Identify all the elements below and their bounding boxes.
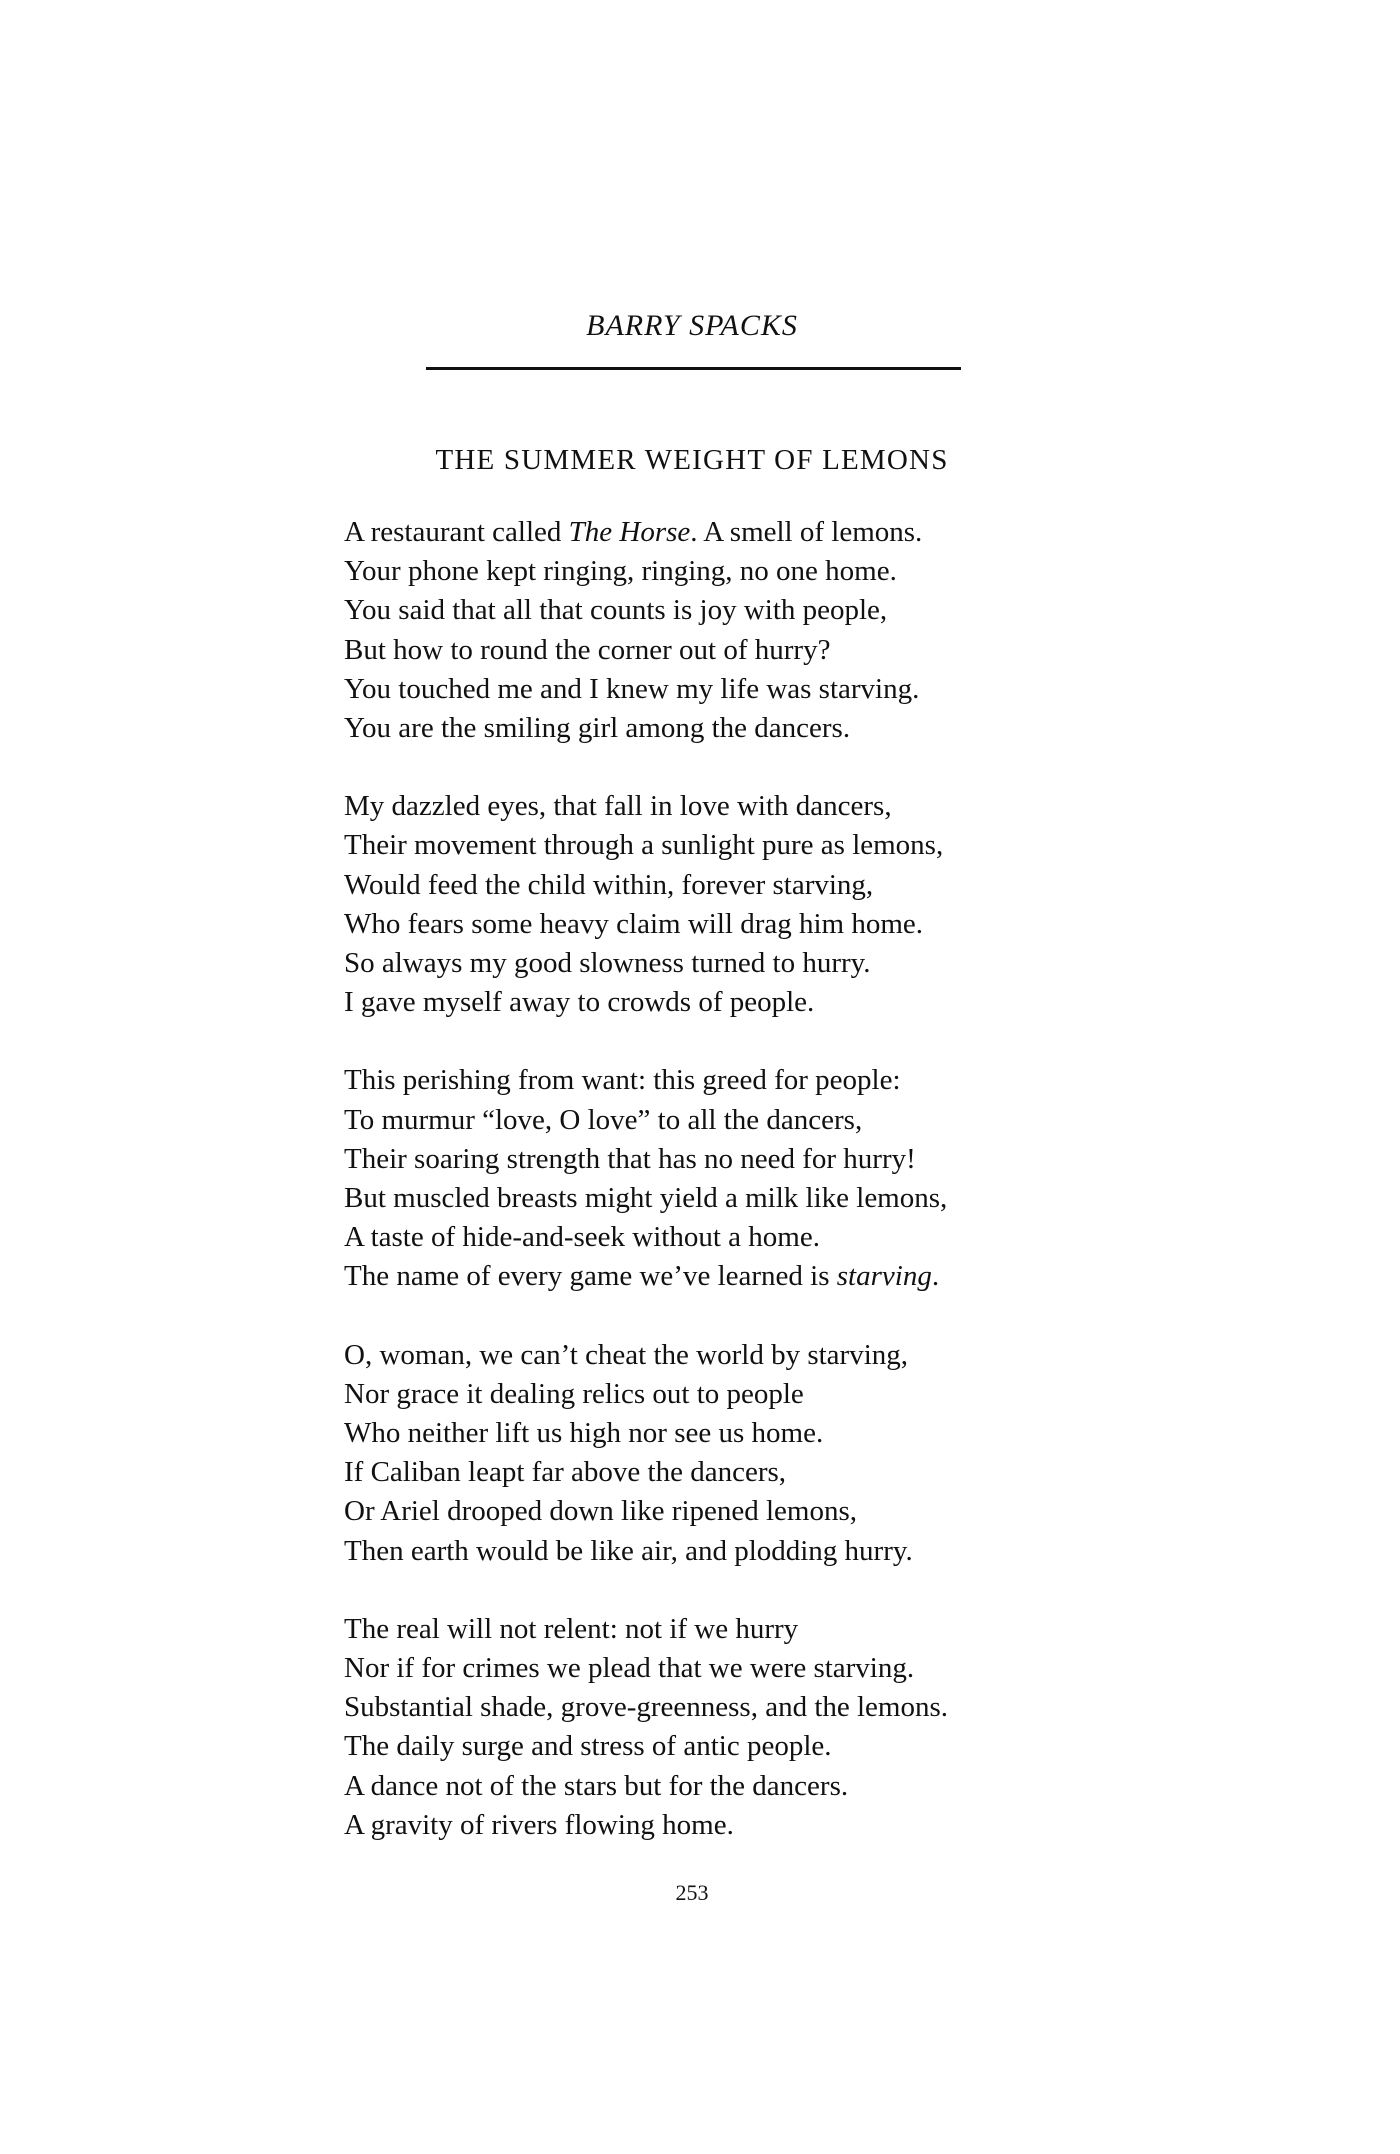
poem-line: A gravity of rivers flowing home. [344,1808,734,1841]
stanza [344,1610,1064,1845]
poem-line: Who neither lift us high nor see us home. [344,1417,824,1450]
title-rule-divider [426,367,961,370]
poem-line: Your phone kept ringing, ringing, no one home. [344,555,897,588]
page-number: 253 [675,1880,709,1905]
stanza [344,513,1064,748]
poem-line: You touched me and I knew my life was starving. [344,672,920,705]
poem-line: Nor grace it dealing relics out to people [344,1377,804,1410]
poem-line: My dazzled eyes, that fall in love with dancers, [344,790,892,823]
poem-line: O, woman, we can’t cheat the world by starving, [344,1338,908,1371]
poem-line: The daily surge and stress of antic people. [344,1730,832,1763]
poem-line: A dance not of the stars but for the dancers. [344,1769,849,1802]
italic-text: starving [836,1260,932,1293]
poem-line: The name of every game we’ve learned is starving. [344,1260,940,1293]
poem-line: A taste of hide-and-seek without a home. [344,1221,820,1254]
poem-line: A restaurant called The Horse. A smell of lemons. [344,516,923,548]
poem-line: Or Ariel drooped down like ripened lemons, [344,1495,858,1528]
poem-line: Then earth would be like air, and plodding hurry. [344,1534,913,1567]
poem-body [344,513,1064,1884]
poem-line: Substantial shade, grove-greenness, and the lemons. [344,1691,949,1724]
poem-line: The real will not relent: not if we hurry [344,1612,799,1645]
poem-line: If Caliban leapt far above the dancers, [344,1456,787,1489]
poem-line: Who fears some heavy claim will drag him home. [344,907,924,940]
poem-line: But muscled breasts might yield a milk like lemons, [344,1182,948,1215]
poem-line: This perishing from want: this greed for people: [344,1064,901,1097]
stanza [344,1061,1064,1296]
poem-line: To murmur “love, O love” to all the dancers, [344,1103,863,1136]
poem-line: Would feed the child within, forever starving, [344,868,874,901]
poem-line: Their movement through a sunlight pure as lemons, [344,829,944,862]
author-name: BARRY SPACKS [586,309,798,342]
italic-text: The Horse [568,516,691,548]
poem-line: Their soaring strength that has no need for hurry! [344,1142,916,1175]
poem-line: You said that all that counts is joy with people, [344,594,888,627]
poem-title: THE SUMMER WEIGHT OF LEMONS [435,444,949,476]
poem-line: But how to round the corner out of hurry? [344,633,831,666]
poem-line: Nor if for crimes we plead that we were starving. [344,1652,915,1685]
poem-line: You are the smiling girl among the dancers. [344,712,851,745]
poem-line: I gave myself away to crowds of people. [344,986,815,1019]
stanza [344,787,1064,1022]
poem-line: So always my good slowness turned to hurry. [344,947,871,980]
stanza [344,1336,1064,1571]
